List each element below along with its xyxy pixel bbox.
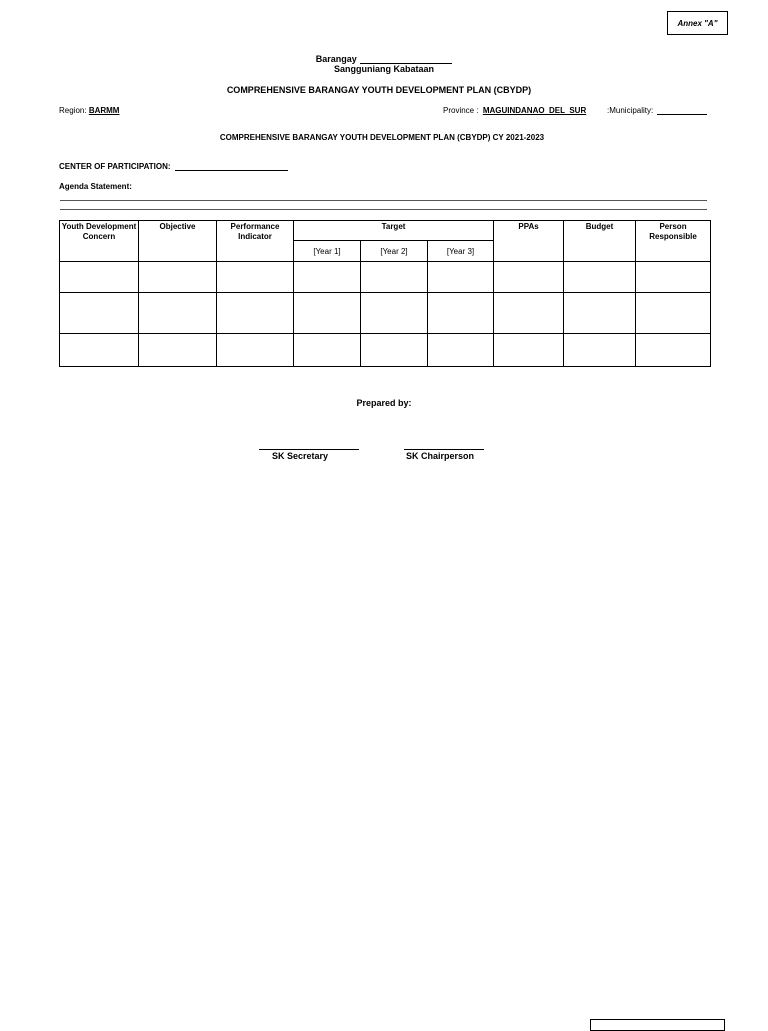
table-cell (564, 334, 636, 367)
table-row (60, 334, 711, 367)
region-value: BARMM (88, 106, 120, 115)
header-concern: Youth Development Concern (60, 221, 139, 262)
table-cell (428, 293, 494, 334)
province-label: Province : (443, 106, 479, 115)
center-blank (175, 162, 288, 171)
document-title: COMPREHENSIVE BARANGAY YOUTH DEVELOPMENT PLAN (CBYDP) (226, 85, 532, 95)
table-cell (636, 334, 711, 367)
table-cell (428, 334, 494, 367)
table-cell (60, 262, 139, 293)
table-row (60, 293, 711, 334)
footer-box (590, 1019, 725, 1031)
table-cell (564, 293, 636, 334)
agenda-label: Agenda Statement: (59, 182, 132, 191)
barangay-line (0, 54, 768, 64)
table-cell (494, 262, 564, 293)
table-cell (636, 262, 711, 293)
table-cell (217, 293, 294, 334)
table-cell (294, 262, 361, 293)
table-cell (636, 293, 711, 334)
chairperson-signature-line (404, 449, 484, 450)
table-row (60, 262, 711, 293)
table-cell (564, 262, 636, 293)
province-field (443, 106, 586, 115)
header-year-3: [Year 3] (428, 241, 494, 262)
municipality-blank (657, 106, 707, 115)
center-label: CENTER OF PARTICIPATION: (59, 162, 171, 171)
table-cell (60, 334, 139, 367)
header-budget: Budget (564, 221, 636, 262)
header-indicator: Performance Indicator (217, 221, 294, 262)
secretary-signature-line (259, 449, 359, 450)
province-value: MAGUINDANAO DEL SUR (482, 106, 587, 115)
agenda-line-1 (60, 200, 707, 201)
chairperson-label: SK Chairperson (405, 451, 474, 461)
header-objective: Objective (139, 221, 217, 262)
table-cell (294, 334, 361, 367)
table-cell (139, 334, 217, 367)
barangay-blank (360, 54, 452, 64)
table-cell (139, 293, 217, 334)
municipality-label: :Municipality: (607, 106, 654, 115)
plan-subtitle: COMPREHENSIVE BARANGAY YOUTH DEVELOPMENT PLAN (CBYDP) CY 2021-2023 (219, 133, 545, 142)
table-cell (361, 334, 428, 367)
agenda-line-2 (60, 209, 707, 210)
prepared-by: Prepared by: (356, 398, 412, 408)
header-year-1: [Year 1] (294, 241, 361, 262)
header-person: Person Responsible (636, 221, 711, 262)
table-cell (428, 262, 494, 293)
secretary-label: SK Secretary (271, 451, 329, 461)
table-cell (361, 262, 428, 293)
table-cell (294, 293, 361, 334)
table-cell (217, 334, 294, 367)
table-cell (217, 262, 294, 293)
header-year-2: [Year 2] (361, 241, 428, 262)
center-of-participation (59, 162, 288, 171)
table-cell (494, 293, 564, 334)
municipality-field (607, 106, 707, 115)
sk-name: Sangguniang Kabataan (333, 64, 434, 74)
annex-label: Annex "A" (667, 11, 728, 35)
table-cell (139, 262, 217, 293)
header-target: Target (294, 221, 494, 241)
table-cell (361, 293, 428, 334)
barangay-label: Barangay (315, 54, 357, 64)
header-ppas: PPAs (494, 221, 564, 262)
region-field (59, 106, 119, 115)
plan-table (59, 220, 711, 367)
region-label: Region: (59, 106, 87, 115)
table-cell (494, 334, 564, 367)
table-cell (60, 293, 139, 334)
